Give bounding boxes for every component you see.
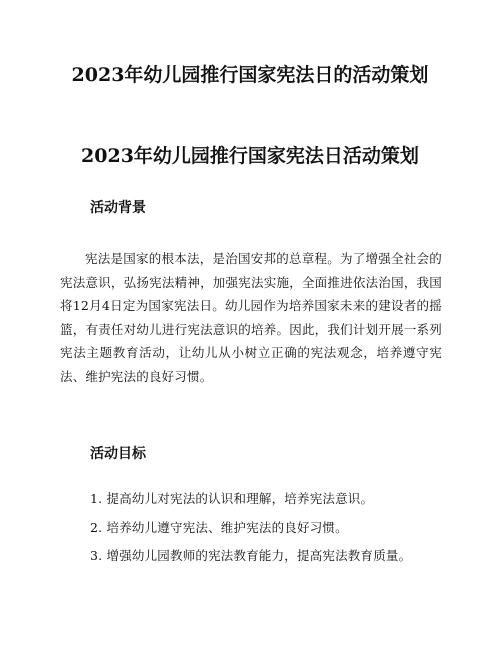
goal-item-2: 2. 培养幼儿遵守宪法、维护宪法的良好习惯。	[90, 519, 348, 535]
goals-list	[90, 485, 450, 571]
document-title: 2023年幼儿园推行国家宪法日的活动策划	[71, 64, 429, 86]
goal-item-3: 3. 增强幼儿园教师的宪法教育能力，提高宪法教育质量。	[90, 548, 412, 563]
goal-item-1: 1. 提高幼儿对宪法的认识和理解，培养宪法意识。	[90, 491, 374, 506]
section-heading-background: 活动背景	[90, 200, 146, 216]
section-heading-goals: 活动目标	[90, 446, 146, 462]
document-subtitle: 2023年幼儿园推行国家宪法日活动策划	[81, 145, 419, 167]
background-paragraph: 宪法是国家的根本法，是治国安邦的总章程。为了增强全社会的宪法意识，弘扬宪法精神，加强宪法实施，全面推进依法治国，我国将12月4日定为国家宪法日。幼儿园作为培养国家未来的建设者的摇篮，有责任对幼儿进行宪法意识的培养。因此，我们计划开展一系列宪法主题教育活动，让幼儿从小树立正确的宪法观念，培养遵守宪法、维护宪法的良好习惯。	[60, 251, 442, 384]
